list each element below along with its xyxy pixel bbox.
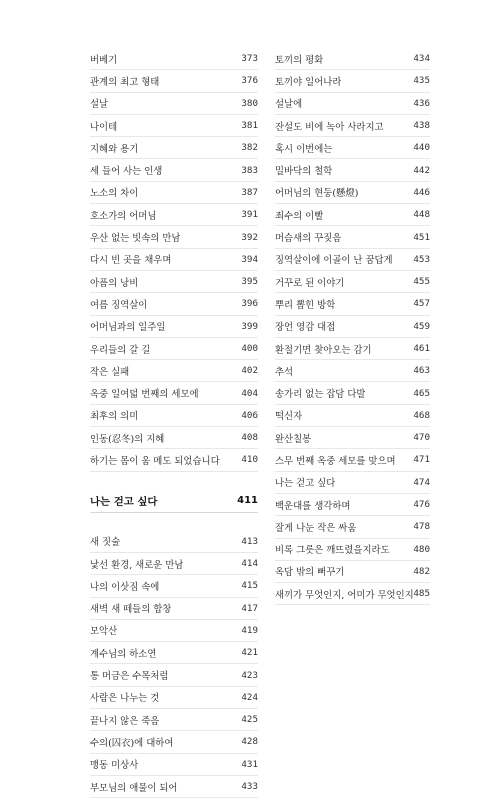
toc-entry-page: 448 [413, 209, 430, 221]
toc-entry-page: 446 [413, 186, 430, 198]
toc-entry-page: 425 [241, 714, 258, 726]
toc-entry-page: 478 [413, 521, 430, 533]
toc-entry-page: 438 [413, 120, 430, 132]
toc-entry-page: 461 [413, 343, 430, 354]
toc-entry-title: 관계의 최고 형태 [90, 76, 160, 88]
toc-entry-title: 최후의 의미 [90, 411, 139, 423]
section-heading-page: 411 [237, 495, 258, 507]
toc-entry[interactable] [275, 93, 430, 115]
toc-entry-page: 468 [413, 409, 430, 421]
toc-entry-page: 471 [413, 454, 430, 466]
toc-entry-title: 맹동 미상사 [90, 760, 139, 772]
toc-entry-title: 비록 그릇은 깨뜨렸을지라도 [275, 545, 390, 557]
toc-entry-title: 나의 이삿짐 속에 [90, 581, 160, 593]
toc-entry[interactable] [275, 316, 430, 338]
toc-entry-page: 424 [241, 691, 258, 703]
toc-entry-title: 여름 징역살이 [90, 299, 148, 311]
toc-entry-page: 440 [413, 142, 430, 154]
toc-list-top [90, 48, 258, 472]
toc-entry-page: 423 [241, 669, 258, 681]
toc-entry-page: 476 [413, 499, 430, 511]
toc-entry-title: 사람은 나누는 것 [90, 693, 160, 705]
toc-entry[interactable] [90, 271, 258, 293]
toc-entry[interactable] [90, 709, 258, 731]
toc-entry-page: 413 [241, 535, 258, 547]
toc-entry-page: 451 [413, 231, 430, 243]
section-heading[interactable] [90, 490, 258, 513]
toc-entry-page: 459 [413, 320, 430, 332]
toc-entry-page: 399 [241, 320, 258, 332]
toc-entry[interactable] [275, 271, 430, 293]
toc-entry-title: 우리들의 갈 길 [90, 344, 151, 356]
toc-entry[interactable] [275, 360, 430, 382]
toc-entry[interactable] [275, 137, 430, 159]
section-heading-title: 나는 걷고 싶다 [90, 496, 158, 509]
toc-entry-page: 396 [241, 298, 258, 310]
toc-entry[interactable] [275, 338, 430, 360]
toc-entry[interactable] [90, 48, 258, 70]
toc-entry-page: 410 [241, 454, 258, 466]
toc-entry-title: 밀바닥의 철학 [275, 166, 333, 178]
toc-entry[interactable] [275, 204, 430, 226]
toc-entry[interactable] [90, 382, 258, 404]
toc-entry[interactable] [275, 182, 430, 204]
toc-entry[interactable] [275, 516, 430, 538]
toc-entry-page: 453 [413, 253, 430, 265]
toc-entry[interactable] [275, 405, 430, 427]
toc-entry-page: 414 [241, 558, 258, 570]
toc-entry-page: 428 [241, 736, 258, 748]
toc-entry[interactable] [90, 776, 258, 798]
toc-entry[interactable] [275, 293, 430, 315]
toc-entry-page: 395 [241, 276, 258, 288]
toc-entry-title: 인동(忍冬)의 지혜 [90, 433, 165, 445]
toc-entry[interactable] [90, 204, 258, 226]
toc-entry-title: 스무 번째 옥중 세모를 맞으며 [275, 455, 396, 467]
toc-entry-title: 노소의 차이 [90, 188, 139, 200]
toc-entry-page: 421 [241, 647, 258, 659]
toc-entry-page: 373 [241, 53, 258, 65]
toc-entry-page: 406 [241, 409, 258, 421]
toc-entry[interactable] [90, 70, 258, 92]
toc-entry-title: 잔설도 비에 녹아 사라지고 [275, 121, 384, 133]
toc-entry-title: 어머님과의 일주일 [90, 322, 166, 334]
toc-entry-title: 버베기 [90, 54, 118, 66]
toc-entry[interactable] [90, 531, 258, 553]
toc-entry[interactable] [90, 249, 258, 271]
toc-entry-page: 465 [413, 387, 430, 399]
toc-entry-page: 433 [241, 781, 258, 793]
toc-entry[interactable] [90, 338, 258, 360]
toc-entry-title: 하기는 몸이 움 메도 되었습니다 [90, 455, 220, 467]
toc-entry[interactable] [275, 249, 430, 271]
toc-entry-page: 394 [241, 253, 258, 265]
toc-entry[interactable] [275, 48, 430, 70]
toc-entry-title: 계수님의 하소연 [90, 648, 157, 660]
toc-entry[interactable] [90, 182, 258, 204]
toc-entry-title: 잘게 나눈 작은 싸움 [275, 522, 357, 534]
toc-entry-title: 옥담 밖의 뻐꾸기 [275, 567, 345, 579]
toc-entry-title: 환절기면 찾아오는 감기 [275, 344, 372, 356]
toc-entry-title: 수의(囚衣)에 대하여 [90, 737, 174, 749]
toc-entry[interactable] [90, 553, 258, 575]
toc-entry-page: 415 [241, 580, 258, 592]
toc-entry-title: 모악산 [90, 626, 118, 638]
toc-entry[interactable] [90, 449, 258, 471]
toc-entry-title: 송가리 없는 잡담 다발 [275, 389, 366, 401]
toc-entry[interactable] [90, 664, 258, 686]
toc-entry[interactable] [275, 494, 430, 516]
toc-entry-title: 완산칠봉 [275, 433, 312, 445]
toc-entry-page: 387 [241, 186, 258, 198]
toc-entry-page: 431 [241, 758, 258, 770]
toc-entry-page: 480 [413, 543, 430, 555]
toc-left-column [90, 48, 258, 798]
toc-entry[interactable] [90, 598, 258, 620]
toc-entry[interactable] [275, 159, 430, 181]
toc-entry-page: 485 [413, 588, 430, 600]
toc-entry[interactable] [90, 360, 258, 382]
toc-entry[interactable] [90, 405, 258, 427]
toc-entry-title: 추석 [275, 366, 294, 378]
toc-entry-page: 482 [413, 565, 430, 577]
toc-entry[interactable] [90, 226, 258, 248]
toc-entry-title: 장언 영감 대접 [275, 322, 336, 334]
toc-entry-title: 아픔의 낭비 [90, 277, 139, 289]
toc-entry[interactable] [90, 642, 258, 664]
toc-entry[interactable] [90, 316, 258, 338]
toc-entry-title: 토끼야 일어나라 [275, 76, 342, 88]
toc-entry-title: 떡신자 [275, 411, 303, 423]
toc-entry-page: 442 [413, 164, 430, 176]
toc-entry-title: 다시 빈 곳을 채우며 [90, 255, 172, 267]
toc-entry-page: 383 [241, 164, 258, 176]
toc-entry[interactable] [90, 293, 258, 315]
toc-entry-title: 작은 실패 [90, 366, 130, 378]
toc-entry-title: 백운대를 생각하며 [275, 500, 351, 512]
toc-entry-title: 거꾸로 된 이야기 [275, 277, 345, 289]
toc-entry[interactable] [90, 93, 258, 115]
toc-entry-title: 뿌리 뽑힌 방학 [275, 299, 336, 311]
toc-entry[interactable] [275, 583, 430, 605]
toc-entry-title: 우산 없는 빗속의 만남 [90, 233, 181, 245]
toc-entry-page: 435 [413, 75, 430, 87]
toc-entry[interactable] [90, 687, 258, 709]
toc-entry-page: 380 [241, 97, 258, 109]
toc-entry-title: 부모님의 애물이 되어 [90, 782, 178, 794]
toc-entry[interactable] [275, 115, 430, 137]
toc-entry[interactable] [90, 620, 258, 642]
toc-entry-page: 463 [413, 365, 430, 377]
toc-entry-page: 419 [241, 624, 258, 636]
toc-entry-title: 끝나지 않은 죽음 [90, 715, 160, 727]
toc-entry-title: 새벽 새 떼들의 합창 [90, 604, 172, 616]
toc-entry-page: 408 [241, 432, 258, 444]
toc-entry-title: 지혜와 용기 [90, 143, 139, 155]
toc-entry[interactable] [90, 427, 258, 449]
toc-entry-page: 417 [241, 602, 258, 614]
toc-entry-page: 376 [241, 75, 258, 87]
toc-entry-page: 457 [413, 298, 430, 310]
toc-entry[interactable] [90, 159, 258, 181]
toc-entry[interactable] [275, 472, 430, 494]
toc-list-bottom [90, 531, 258, 798]
toc-entry-page: 392 [241, 231, 258, 243]
toc-entry[interactable] [90, 575, 258, 597]
toc-entry-page: 404 [241, 387, 258, 399]
toc-entry-title: 징역살이에 이골이 난 꿈답게 [275, 255, 393, 267]
toc-entry-title: 나이테 [90, 121, 118, 133]
toc-entry-title: 설날에 [275, 99, 303, 111]
toc-entry[interactable] [275, 449, 430, 471]
toc-entry-title: 토끼의 평화 [275, 54, 324, 66]
toc-entry-title: 새 짓술 [90, 537, 121, 549]
toc-entry-page: 470 [413, 432, 430, 444]
toc-entry-title: 죄수의 이빨 [275, 210, 324, 222]
toc-entry-page: 455 [413, 276, 430, 288]
toc-entry[interactable] [275, 427, 430, 449]
toc-right-column [275, 48, 430, 605]
toc-entry-title: 어머님의 현둥(懸燈) [275, 188, 359, 200]
toc-entry-page: 381 [241, 120, 258, 132]
toc-entry-title: 새끼가 무엇인지, 어미가 무엇인지 [275, 589, 414, 601]
toc-entry-page: 434 [413, 53, 430, 65]
toc-entry[interactable] [90, 137, 258, 159]
toc-entry-title: 옥중 일여덟 번째의 세모에 [90, 389, 199, 401]
toc-entry[interactable] [90, 754, 258, 776]
toc-entry[interactable] [275, 539, 430, 561]
toc-entry-title: 통 머금은 수목처럼 [90, 671, 169, 683]
toc-entry-page: 382 [241, 142, 258, 154]
toc-entry-title: 호소가의 어머님 [90, 210, 157, 222]
toc-entry-page: 400 [241, 343, 258, 354]
toc-entry-title: 머슴새의 꾸짖음 [275, 233, 342, 245]
toc-entry[interactable] [275, 70, 430, 92]
toc-entry-title: 낯선 환경, 새로운 만남 [90, 559, 184, 571]
toc-entry-title: 설날 [90, 99, 109, 111]
toc-entry-page: 436 [413, 97, 430, 109]
toc-entry[interactable] [275, 382, 430, 404]
toc-entry-title: 나는 걷고 싶다 [275, 478, 336, 490]
toc-entry-page: 391 [241, 209, 258, 221]
toc-entry[interactable] [275, 226, 430, 248]
toc-entry-title: 혹시 이번에는 [275, 143, 333, 155]
toc-entry-title: 세 들어 사는 인생 [90, 166, 163, 178]
toc-entry-page: 402 [241, 365, 258, 377]
toc-entry-page: 474 [413, 476, 430, 488]
toc-entry[interactable] [90, 115, 258, 137]
toc-entry[interactable] [275, 561, 430, 583]
